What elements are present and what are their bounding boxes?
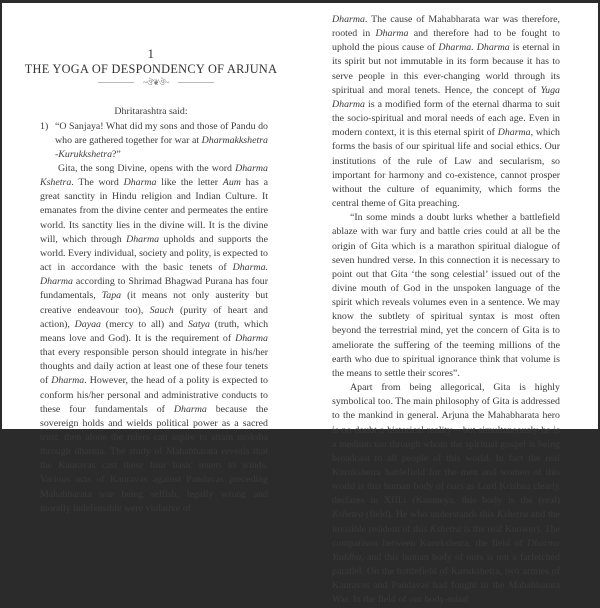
italic-term: Dharma. Dharma <box>438 42 510 54</box>
chapter-title: THE YOGA OF DESPONDENCY OF ARJUNA <box>24 62 278 76</box>
italic-term: Kshetra <box>496 509 529 521</box>
verse-text-part: ?” <box>112 149 121 160</box>
text-run: because the sovereign holds and wields political power as a sacred trust, then alone the rulers can aspire to attain moksha through dharma. The study of Mahabharata reveals that the Kauravas cast these four basic tenets to winds. Various acts of Kauravas against Pandavas preceding Mahabharata war being selfish, legally wrong and morally indefensible were violative of <box>40 403 268 514</box>
chapter-number: 1 <box>147 46 155 61</box>
text-run: Apart from being allegorical, Gita is highly symbolical too. The main philosophy of Gita is addressed to the mankind in general. Arjuna the Mahabharata hero is no doubt a historical reality – but simultaneously he is a medium too through whom the spiritual gospel is being broadcast to all people of this world. In fact the real Kurukshetra battlefield for the men and women of this world is this human body of ours as Lord Krishna clearly declares in XIII.i (Kaunteya, this body is the (real) <box>332 382 560 507</box>
paragraph <box>332 13 560 211</box>
italic-term: Dharma <box>126 233 160 245</box>
text-run: (field). He who understands this <box>363 509 497 521</box>
italic-term: Dharma <box>51 375 85 387</box>
italic-term: Dharma Yuddha <box>332 537 560 563</box>
paragraph <box>332 211 560 381</box>
book-spread <box>2 3 598 606</box>
ornament-rule-right <box>178 82 214 83</box>
italic-term: Yuga Dharma <box>332 84 560 110</box>
verse-text-part: “O Sanjaya! What did my sons and those of Pandu do who are gathered together for war at <box>55 121 268 146</box>
text-run: (purity of heart and action), <box>40 304 268 330</box>
text-run: (it means not only austerity but creative endeavour too), <box>40 290 268 316</box>
text-run: , and this human body of ours is not a farfetched parallel. On the battlefield of Kurukshetra, two armies of Kauravas and Pandavas had fought in the Mahabharata War. In the field of our body-mind <box>332 551 560 606</box>
right-body-text <box>332 13 560 608</box>
text-run: , which forms the basis of our spiritual life and social ethics. Our institutions of the rule of Law and secularism, so important for harmony and co-existence, cannot prosper without the culture of equanimity, which forms the central theme of Gita preaching. <box>332 127 560 210</box>
text-run: (mercy to all) and <box>101 318 188 330</box>
italic-term: Kshetra <box>332 509 364 521</box>
italic-term: Tapa <box>101 290 122 302</box>
speaker-line: Dhritarashtra said: <box>114 106 188 117</box>
italic-term: Kshetra <box>429 523 462 535</box>
left-page <box>2 3 300 514</box>
right-page <box>300 3 598 606</box>
text-run: . The cause of Mahabharata war was therefore, rooted in <box>332 14 560 40</box>
italic-term: Dharma <box>173 403 207 415</box>
verse-text-italic: Dharmakkshetra -Kurukkshetra <box>55 135 268 160</box>
text-run: is the real Knower). The comparison between Kurukshetra, the field of <box>332 523 560 549</box>
text-run: “In some minds a doubt lurks whether a battlefield ablaze with war fury and battle cries could at all be the origin of Gita which is a marathon spiritual dialogue of seven hundred verse. In this connection it is necessary to point out that Gita ‘the song celestial’ issued out of the divine mouth of God in the unspoken language of the spirit which reveals volumes even in a sentence. We may know the subtlety of spiritual syntax is most often beyond the terrestrial mind, yet the concern of Gita is to ameliorate the suffering of the teeming millions of the earth who due to spiritual ignorance think that volume is the means to settle their scores”. <box>332 212 560 379</box>
verse-text <box>55 120 268 162</box>
italic-term: Dharma <box>497 127 531 139</box>
text-run: like the letter <box>156 177 223 189</box>
italic-term: Dharma <box>235 332 268 344</box>
left-body-text <box>40 162 268 516</box>
text-run: Gita, the song Divine, opens with the word <box>58 163 236 174</box>
italic-term: Dharma. Dharma <box>40 262 268 288</box>
italic-term: Dayaa <box>74 318 101 330</box>
italic-term: Dharma <box>332 14 365 25</box>
chapter-ornament <box>98 77 214 87</box>
text-run: is a modified form of the eternal dharma to suit the socio-spiritual and moral needs of each age. Even in modern context, it is this eternal spirit of <box>332 98 560 139</box>
flourish-icon: ~ঔ❦ঔ~ <box>143 78 169 87</box>
italic-term: Sauch <box>149 304 174 316</box>
text-run: . The word <box>71 177 124 189</box>
text-run: (truth, which means love and God). It is the requirement of <box>40 318 269 344</box>
text-run: has a great sanctity in Hindu religion and Indian Culture. It emanates from the divine center and permeates the entire world. Its sanctity lies in the divine will. It is the divine will, which through <box>40 177 268 245</box>
verse-number: 1) <box>40 121 49 132</box>
ornament-rule-left <box>98 82 134 83</box>
italic-term: Dharma Kshetra <box>40 163 268 189</box>
italic-term: Dharma <box>123 177 157 189</box>
text-run: that every responsible person should integrate in his/her thoughts and daily action at least one of these four tenets of <box>40 347 268 387</box>
italic-term: Dharma <box>375 28 409 40</box>
text-run: is eternal in its spirit but not immutable in its form because it has to serve people in this ever-changing world through its spiritual and moral tenets. Hence, the concept of <box>332 42 560 96</box>
paragraph <box>332 381 560 608</box>
text-run: according to Shrimad Bhagwad Purana has four fundamentals, <box>40 276 268 302</box>
verse-1 <box>40 120 268 162</box>
paragraph <box>40 162 268 516</box>
text-run: upholds and supports the world. Every individual, society and polity, is expected to act in accordance with the basic tenets of <box>40 233 268 274</box>
italic-term: Aum <box>222 177 241 189</box>
text-run: and therefore had to be fought to uphold the pious cause of <box>332 28 560 54</box>
text-run: and the invisible resident of this <box>332 509 560 535</box>
text-run: . However, the head of a polity is expected to conform his/her personal and administrative conducts to these four fundamentals of <box>40 375 268 415</box>
italic-term: Satya <box>187 318 210 330</box>
